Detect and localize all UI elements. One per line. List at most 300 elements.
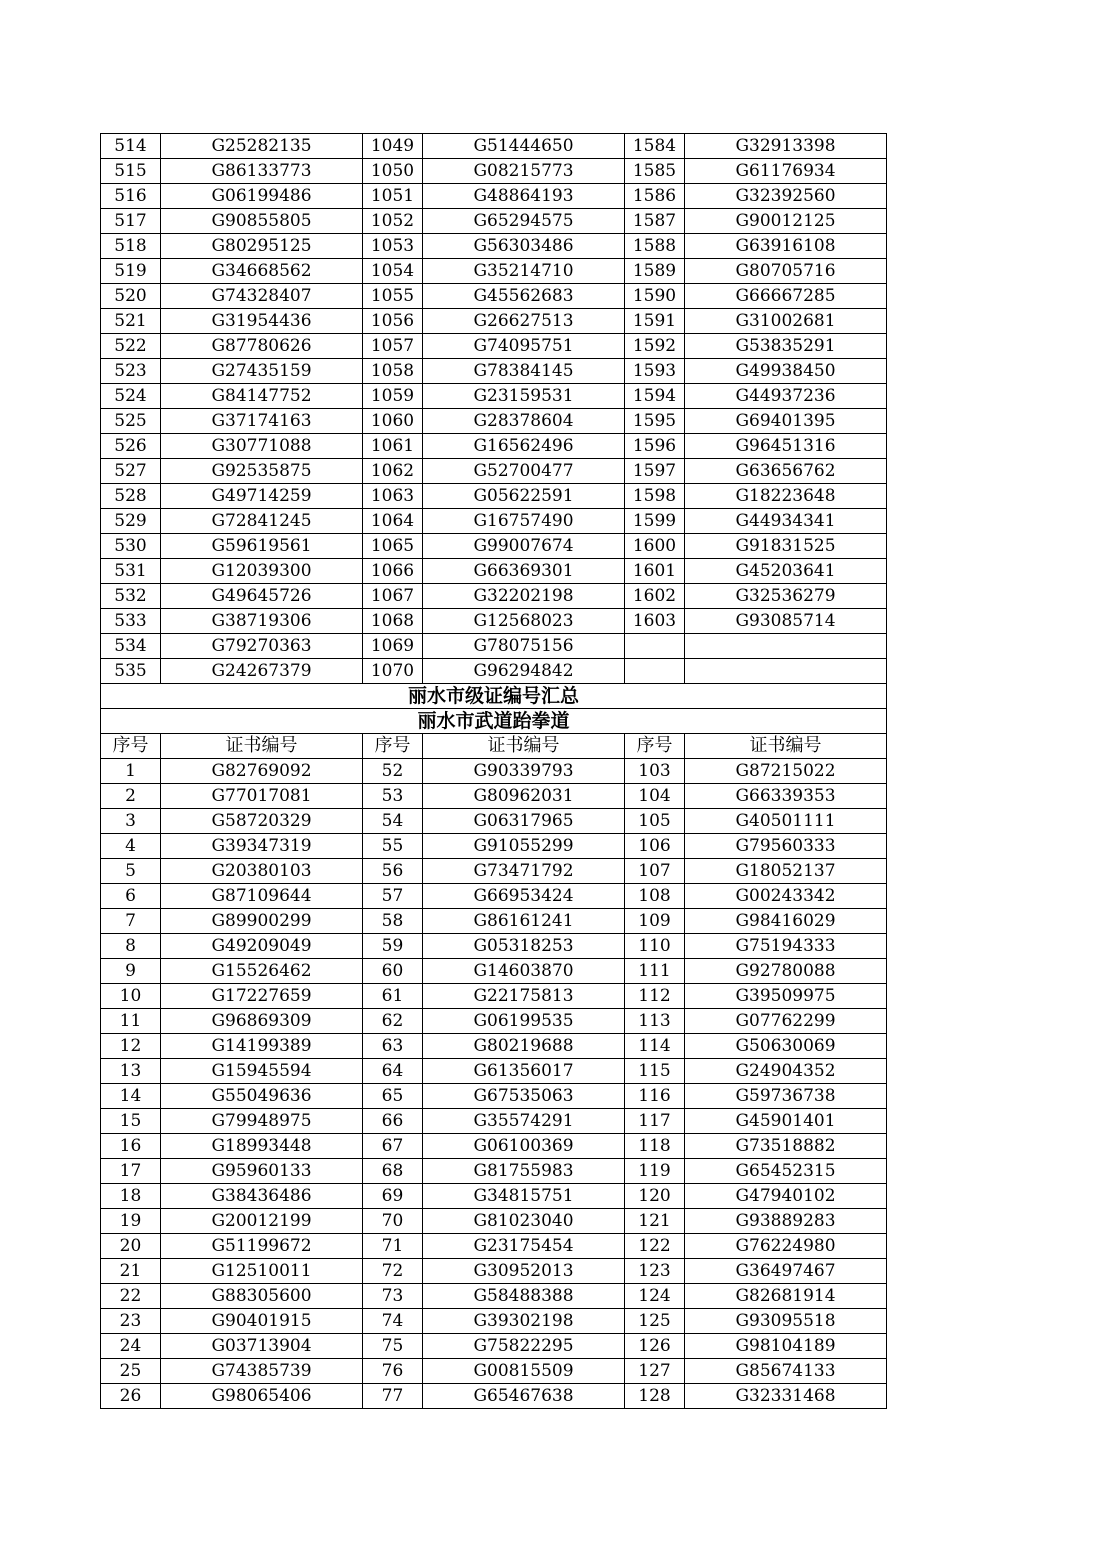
seq-cell: 117 [625, 1109, 685, 1134]
seq-cell: 523 [101, 359, 161, 384]
table-row [101, 634, 887, 659]
seq-cell: 110 [625, 934, 685, 959]
cert-no-cell: G65467638 [423, 1384, 625, 1409]
cert-no-cell: G36497467 [685, 1259, 887, 1284]
cert-no-cell: G40501111 [685, 809, 887, 834]
seq-cell: 533 [101, 609, 161, 634]
seq-cell: 514 [101, 134, 161, 159]
cert-no-cell: G55049636 [161, 1084, 363, 1109]
cert-no-cell: G52700477 [423, 459, 625, 484]
table-row [101, 1084, 887, 1109]
cert-no-cell: G93095518 [685, 1309, 887, 1334]
cert-no-cell: G31002681 [685, 309, 887, 334]
cert-no-cell: G79948975 [161, 1109, 363, 1134]
seq-cell: 62 [363, 1009, 423, 1034]
cert-no-cell: G73471792 [423, 859, 625, 884]
cert-no-cell: G90012125 [685, 209, 887, 234]
table-row [101, 209, 887, 234]
seq-cell: 120 [625, 1184, 685, 1209]
cert-no-cell: G51199672 [161, 1234, 363, 1259]
section-heading [101, 684, 887, 759]
cert-no-cell: G49209049 [161, 934, 363, 959]
seq-cell: 107 [625, 859, 685, 884]
seq-cell: 1599 [625, 509, 685, 534]
seq-cell: 13 [101, 1059, 161, 1084]
seq-cell: 125 [625, 1309, 685, 1334]
cert-no-cell: G45203641 [685, 559, 887, 584]
seq-cell: 70 [363, 1209, 423, 1234]
table-row [101, 409, 887, 434]
cert-no-cell: G66953424 [423, 884, 625, 909]
seq-cell: 1051 [363, 184, 423, 209]
upper-rows [101, 134, 887, 684]
cert-no-cell: G32331468 [685, 1384, 887, 1409]
cert-no-cell: G25282135 [161, 134, 363, 159]
seq-cell: 1054 [363, 259, 423, 284]
cert-no-cell: G45901401 [685, 1109, 887, 1134]
seq-cell: 54 [363, 809, 423, 834]
table-row [101, 809, 887, 834]
seq-cell: 532 [101, 584, 161, 609]
table-row [101, 259, 887, 284]
seq-cell: 67 [363, 1134, 423, 1159]
seq-cell: 1064 [363, 509, 423, 534]
table-row [101, 909, 887, 934]
cert-no-cell: G12568023 [423, 609, 625, 634]
seq-cell: 1592 [625, 334, 685, 359]
cert-no-cell: G78075156 [423, 634, 625, 659]
cert-no-cell: G51444650 [423, 134, 625, 159]
cert-no-cell: G65294575 [423, 209, 625, 234]
seq-cell: 61 [363, 984, 423, 1009]
seq-cell: 529 [101, 509, 161, 534]
cert-no-cell: G66667285 [685, 284, 887, 309]
cert-no-cell: G87780626 [161, 334, 363, 359]
seq-cell: 1584 [625, 134, 685, 159]
seq-cell: 104 [625, 784, 685, 809]
cert-no-cell: G80219688 [423, 1034, 625, 1059]
cert-no-cell: G18223648 [685, 484, 887, 509]
table-row [101, 1134, 887, 1159]
column-header-row [101, 734, 887, 759]
seq-cell: 1063 [363, 484, 423, 509]
header-seq: 序号 [363, 734, 423, 759]
section-title-row [101, 684, 887, 709]
cert-no-cell: G15945594 [161, 1059, 363, 1084]
cert-no-cell: G05318253 [423, 934, 625, 959]
seq-cell: 105 [625, 809, 685, 834]
seq-cell: 69 [363, 1184, 423, 1209]
seq-cell: 1057 [363, 334, 423, 359]
seq-cell: 517 [101, 209, 161, 234]
seq-cell: 1601 [625, 559, 685, 584]
cert-no-cell: G61176934 [685, 159, 887, 184]
table-row [101, 434, 887, 459]
cert-no-cell: G12510011 [161, 1259, 363, 1284]
seq-cell: 22 [101, 1284, 161, 1309]
seq-cell: 1600 [625, 534, 685, 559]
seq-cell: 1066 [363, 559, 423, 584]
seq-cell: 55 [363, 834, 423, 859]
cert-no-cell: G78384145 [423, 359, 625, 384]
cert-no-cell: G96451316 [685, 434, 887, 459]
section-title: 丽水市级证编号汇总 [101, 684, 887, 709]
seq-cell [625, 634, 685, 659]
cert-no-cell: G38436486 [161, 1184, 363, 1209]
cert-no-cell: G06100369 [423, 1134, 625, 1159]
seq-cell: 1058 [363, 359, 423, 384]
table-row [101, 1259, 887, 1284]
cert-no-cell: G50630069 [685, 1034, 887, 1059]
cert-no-cell: G15526462 [161, 959, 363, 984]
seq-cell: 528 [101, 484, 161, 509]
cert-no-cell: G59736738 [685, 1084, 887, 1109]
cert-no-cell: G44934341 [685, 509, 887, 534]
seq-cell [625, 659, 685, 684]
seq-cell: 64 [363, 1059, 423, 1084]
table-row [101, 584, 887, 609]
seq-cell: 71 [363, 1234, 423, 1259]
cert-no-cell: G66369301 [423, 559, 625, 584]
section-subtitle-row [101, 709, 887, 734]
cert-no-cell: G77017081 [161, 784, 363, 809]
cert-no-cell: G75194333 [685, 934, 887, 959]
seq-cell: 1595 [625, 409, 685, 434]
seq-cell: 1050 [363, 159, 423, 184]
header-cert-no: 证书编号 [423, 734, 625, 759]
seq-cell: 1593 [625, 359, 685, 384]
cert-no-cell: G66339353 [685, 784, 887, 809]
seq-cell: 7 [101, 909, 161, 934]
table-row [101, 184, 887, 209]
seq-cell: 59 [363, 934, 423, 959]
seq-cell: 124 [625, 1284, 685, 1309]
cert-no-cell: G90855805 [161, 209, 363, 234]
table-row [101, 1034, 887, 1059]
seq-cell: 1588 [625, 234, 685, 259]
table-row [101, 1184, 887, 1209]
cert-no-cell: G18993448 [161, 1134, 363, 1159]
table-row [101, 659, 887, 684]
seq-cell: 1069 [363, 634, 423, 659]
cert-no-cell: G44937236 [685, 384, 887, 409]
table-row [101, 1159, 887, 1184]
seq-cell: 113 [625, 1009, 685, 1034]
table-row [101, 159, 887, 184]
table-row [101, 784, 887, 809]
seq-cell: 1602 [625, 584, 685, 609]
cert-no-cell: G20380103 [161, 859, 363, 884]
seq-cell: 103 [625, 759, 685, 784]
seq-cell: 74 [363, 1309, 423, 1334]
cert-no-cell: G82681914 [685, 1284, 887, 1309]
cert-no-cell: G31954436 [161, 309, 363, 334]
cert-no-cell: G92535875 [161, 459, 363, 484]
seq-cell: 115 [625, 1059, 685, 1084]
seq-cell: 106 [625, 834, 685, 859]
seq-cell: 520 [101, 284, 161, 309]
cert-no-cell: G59619561 [161, 534, 363, 559]
seq-cell: 118 [625, 1134, 685, 1159]
seq-cell: 68 [363, 1159, 423, 1184]
seq-cell: 60 [363, 959, 423, 984]
cert-no-cell: G82769092 [161, 759, 363, 784]
cert-no-cell: G58720329 [161, 809, 363, 834]
cert-no-cell: G79560333 [685, 834, 887, 859]
seq-cell: 1061 [363, 434, 423, 459]
seq-cell: 1067 [363, 584, 423, 609]
cert-no-cell [685, 634, 887, 659]
cert-no-cell: G61356017 [423, 1059, 625, 1084]
header-cert-no: 证书编号 [161, 734, 363, 759]
cert-no-cell: G17227659 [161, 984, 363, 1009]
table-row [101, 559, 887, 584]
lower-rows [101, 759, 887, 1409]
seq-cell: 12 [101, 1034, 161, 1059]
cert-no-cell: G49714259 [161, 484, 363, 509]
seq-cell: 16 [101, 1134, 161, 1159]
seq-cell: 10 [101, 984, 161, 1009]
table-row [101, 309, 887, 334]
table-row [101, 134, 887, 159]
cert-no-cell: G24267379 [161, 659, 363, 684]
seq-cell: 535 [101, 659, 161, 684]
cert-no-cell: G74095751 [423, 334, 625, 359]
seq-cell: 530 [101, 534, 161, 559]
seq-cell: 11 [101, 1009, 161, 1034]
seq-cell: 525 [101, 409, 161, 434]
cert-no-cell: G22175813 [423, 984, 625, 1009]
seq-cell: 114 [625, 1034, 685, 1059]
seq-cell: 1585 [625, 159, 685, 184]
cert-no-cell: G99007674 [423, 534, 625, 559]
cert-no-cell: G75822295 [423, 1334, 625, 1359]
seq-cell: 127 [625, 1359, 685, 1384]
cert-no-cell: G30952013 [423, 1259, 625, 1284]
cert-no-cell: G65452315 [685, 1159, 887, 1184]
seq-cell: 18 [101, 1184, 161, 1209]
seq-cell: 58 [363, 909, 423, 934]
seq-cell: 534 [101, 634, 161, 659]
table-row [101, 1384, 887, 1409]
cert-no-cell: G87215022 [685, 759, 887, 784]
cert-no-cell: G23159531 [423, 384, 625, 409]
seq-cell: 25 [101, 1359, 161, 1384]
seq-cell: 77 [363, 1384, 423, 1409]
seq-cell: 76 [363, 1359, 423, 1384]
seq-cell: 1587 [625, 209, 685, 234]
cert-no-cell: G74385739 [161, 1359, 363, 1384]
cert-no-cell: G35574291 [423, 1109, 625, 1134]
seq-cell: 1589 [625, 259, 685, 284]
cert-no-cell: G58488388 [423, 1284, 625, 1309]
seq-cell: 524 [101, 384, 161, 409]
cert-no-cell: G95960133 [161, 1159, 363, 1184]
seq-cell: 522 [101, 334, 161, 359]
seq-cell: 3 [101, 809, 161, 834]
seq-cell: 527 [101, 459, 161, 484]
cert-no-cell: G48864193 [423, 184, 625, 209]
seq-cell: 128 [625, 1384, 685, 1409]
cert-no-cell: G32913398 [685, 134, 887, 159]
seq-cell: 8 [101, 934, 161, 959]
seq-cell: 116 [625, 1084, 685, 1109]
cert-no-cell: G80962031 [423, 784, 625, 809]
seq-cell: 57 [363, 884, 423, 909]
cert-no-cell: G05622591 [423, 484, 625, 509]
cert-no-cell: G76224980 [685, 1234, 887, 1259]
header-seq: 序号 [101, 734, 161, 759]
seq-cell: 14 [101, 1084, 161, 1109]
cert-no-cell: G12039300 [161, 559, 363, 584]
cert-no-cell: G49938450 [685, 359, 887, 384]
seq-cell: 1590 [625, 284, 685, 309]
table-row [101, 384, 887, 409]
table-row [101, 1234, 887, 1259]
seq-cell: 1052 [363, 209, 423, 234]
table-row [101, 984, 887, 1009]
seq-cell: 521 [101, 309, 161, 334]
table-row [101, 934, 887, 959]
cert-no-cell: G45562683 [423, 284, 625, 309]
cert-no-cell: G28378604 [423, 409, 625, 434]
seq-cell: 75 [363, 1334, 423, 1359]
seq-cell: 5 [101, 859, 161, 884]
cert-no-cell: G80295125 [161, 234, 363, 259]
cert-no-cell: G85674133 [685, 1359, 887, 1384]
cert-no-cell: G06199535 [423, 1009, 625, 1034]
seq-cell: 1070 [363, 659, 423, 684]
cert-no-cell: G00815509 [423, 1359, 625, 1384]
seq-cell: 1053 [363, 234, 423, 259]
seq-cell: 1594 [625, 384, 685, 409]
table-row [101, 284, 887, 309]
cert-no-cell: G32202198 [423, 584, 625, 609]
cert-no-cell: G16562496 [423, 434, 625, 459]
seq-cell: 531 [101, 559, 161, 584]
seq-cell: 1586 [625, 184, 685, 209]
table-row [101, 959, 887, 984]
cert-no-cell: G56303486 [423, 234, 625, 259]
seq-cell: 519 [101, 259, 161, 284]
seq-cell: 19 [101, 1209, 161, 1234]
cert-no-cell: G89900299 [161, 909, 363, 934]
seq-cell: 112 [625, 984, 685, 1009]
cert-no-cell: G30771088 [161, 434, 363, 459]
cert-no-cell: G47940102 [685, 1184, 887, 1209]
cert-no-cell: G91831525 [685, 534, 887, 559]
seq-cell: 1049 [363, 134, 423, 159]
cert-no-cell: G39302198 [423, 1309, 625, 1334]
seq-cell: 23 [101, 1309, 161, 1334]
cert-no-cell: G18052137 [685, 859, 887, 884]
seq-cell: 63 [363, 1034, 423, 1059]
seq-cell: 52 [363, 759, 423, 784]
cert-no-cell: G93085714 [685, 609, 887, 634]
cert-no-cell: G86133773 [161, 159, 363, 184]
cert-no-cell: G00243342 [685, 884, 887, 909]
seq-cell: 1603 [625, 609, 685, 634]
cert-no-cell: G34815751 [423, 1184, 625, 1209]
cert-no-cell: G81755983 [423, 1159, 625, 1184]
cert-no-cell: G35214710 [423, 259, 625, 284]
table-row [101, 484, 887, 509]
cert-no-cell: G91055299 [423, 834, 625, 859]
cert-no-cell: G26627513 [423, 309, 625, 334]
seq-cell: 73 [363, 1284, 423, 1309]
table-row [101, 1009, 887, 1034]
cert-no-cell: G07762299 [685, 1009, 887, 1034]
table-row [101, 1309, 887, 1334]
cert-no-cell: G32392560 [685, 184, 887, 209]
section-subtitle: 丽水市武道跆拳道 [101, 709, 887, 734]
certificate-table [100, 133, 887, 1409]
table-row [101, 859, 887, 884]
seq-cell: 1062 [363, 459, 423, 484]
seq-cell: 516 [101, 184, 161, 209]
cert-no-cell: G24904352 [685, 1059, 887, 1084]
seq-cell: 65 [363, 1084, 423, 1109]
table-row [101, 234, 887, 259]
cert-no-cell: G67535063 [423, 1084, 625, 1109]
seq-cell: 515 [101, 159, 161, 184]
header-seq: 序号 [625, 734, 685, 759]
table-row [101, 334, 887, 359]
cert-no-cell: G90401915 [161, 1309, 363, 1334]
seq-cell: 1598 [625, 484, 685, 509]
seq-cell: 56 [363, 859, 423, 884]
seq-cell: 1 [101, 759, 161, 784]
seq-cell: 9 [101, 959, 161, 984]
table-row [101, 534, 887, 559]
cert-no-cell: G87109644 [161, 884, 363, 909]
cert-no-cell: G73518882 [685, 1134, 887, 1159]
cert-no-cell: G27435159 [161, 359, 363, 384]
cert-no-cell: G86161241 [423, 909, 625, 934]
seq-cell: 17 [101, 1159, 161, 1184]
cert-no-cell: G37174163 [161, 409, 363, 434]
seq-cell: 119 [625, 1159, 685, 1184]
table-row [101, 1109, 887, 1134]
cert-no-cell: G39509975 [685, 984, 887, 1009]
seq-cell: 1596 [625, 434, 685, 459]
table-row [101, 884, 887, 909]
seq-cell: 6 [101, 884, 161, 909]
cert-no-cell: G72841245 [161, 509, 363, 534]
cert-no-cell: G38719306 [161, 609, 363, 634]
cert-no-cell: G98065406 [161, 1384, 363, 1409]
table-row [101, 359, 887, 384]
cert-no-cell: G93889283 [685, 1209, 887, 1234]
seq-cell: 4 [101, 834, 161, 859]
cert-no-cell: G92780088 [685, 959, 887, 984]
cert-no-cell: G96294842 [423, 659, 625, 684]
table-row [101, 1284, 887, 1309]
cert-no-cell: G49645726 [161, 584, 363, 609]
cert-no-cell: G90339793 [423, 759, 625, 784]
seq-cell: 53 [363, 784, 423, 809]
table-row [101, 1334, 887, 1359]
cert-no-cell: G74328407 [161, 284, 363, 309]
table-row [101, 1359, 887, 1384]
table-row [101, 509, 887, 534]
cert-no-cell: G84147752 [161, 384, 363, 409]
table-row [101, 759, 887, 784]
table-row [101, 459, 887, 484]
table-row [101, 834, 887, 859]
cert-no-cell [685, 659, 887, 684]
seq-cell: 1059 [363, 384, 423, 409]
